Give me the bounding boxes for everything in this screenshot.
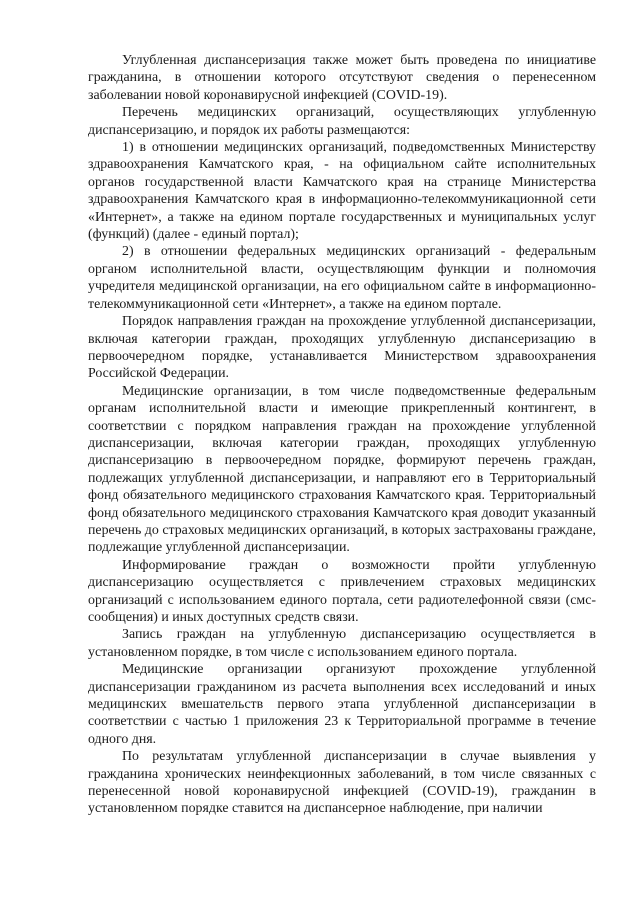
list-item-regional: 1) в отношении медицинских организаций, подведомственных Министерству здравоохранения Камчатского края, - на официальном сайте исполнительных органов государственной власти Камчатского края на странице Министерства здравоохранения Камчатского края в информационно-телекоммуникационной сети «Интернет», а также на едином портале государственных и муниципальных услуг (функций) (далее - единый портал); [88, 140, 596, 243]
paragraph-medical-organizations: Медицинские организации, в том числе подведомственные федеральным органам исполнительной власти и имеющие прикрепленный контингент, в соответствии с порядком направления граждан на прохождение углубленной диспансеризации, включая категории граждан, проходящих углубленную диспансеризацию в первоочередном порядке, формируют перечень граждан, подлежащих углубленной диспансеризации, и направляют его в Территориальный фонд обязательного медицинского страхования Камчатского края. Территориальный фонд обязательного медицинского страхования Камчатского края доводит указанный перечень до страховых медицинских организаций, в которых застрахованы граждане, подлежащие углубленной диспансеризации. [88, 383, 596, 556]
paragraph-referral-order: Порядок направления граждан на прохождение углубленной диспансеризации, включая категории граждан, проходящих углубленную диспансеризацию в первоочередном порядке, устанавливается Министерством здравоохранения Российской Федерации. [88, 314, 596, 382]
paragraph-one-day: Медицинские организации организуют прохождение углубленной диспансеризации гражданином из расчета выполнения всех исследований и иных медицинских вмешательств первого этапа углубленной диспансеризации в соответствии с частью 1 приложения 23 к Территориальной программе в течение одного дня. [88, 662, 596, 747]
paragraph-list-intro: Перечень медицинских организаций, осуществляющих углубленную диспансеризацию, и порядок их работы размещаются: [88, 105, 596, 138]
paragraph-initiative: Углубленная диспансеризация также может быть проведена по инициативе гражданина, в отношении которого отсутствуют сведения о перенесенном заболевании новой коронавирусной инфекцией (COVID-19). [88, 53, 596, 103]
paragraph-registration: Запись граждан на углубленную диспансеризацию осуществляется в установленном порядке, в том числе с использованием единого портала. [88, 627, 596, 660]
paragraph-results: По результатам углубленной диспансеризации в случае выявления у гражданина хронических неинфекционных заболеваний, в том числе связанных с перенесенной новой коронавирусной инфекцией (COVID-19), гражданин в установленном порядке ставится на диспансерное наблюдение, при наличии [88, 749, 596, 817]
paragraph-informing: Информирование граждан о возможности пройти углубленную диспансеризацию осуществляется с привлечением страховых медицинских организаций с использованием единого портала, сети радиотелефонной связи (смс-сообщения) и иных доступных средств связи. [88, 557, 596, 625]
document-page [88, 52, 596, 818]
list-item-federal: 2) в отношении федеральных медицинских организаций - федеральным органом исполнительной власти, осуществляющим функции и полномочия учредителя медицинской организации, на его официальном сайте в информационно-телекоммуникационной сети «Интернет», а также на едином портале. [88, 244, 596, 312]
